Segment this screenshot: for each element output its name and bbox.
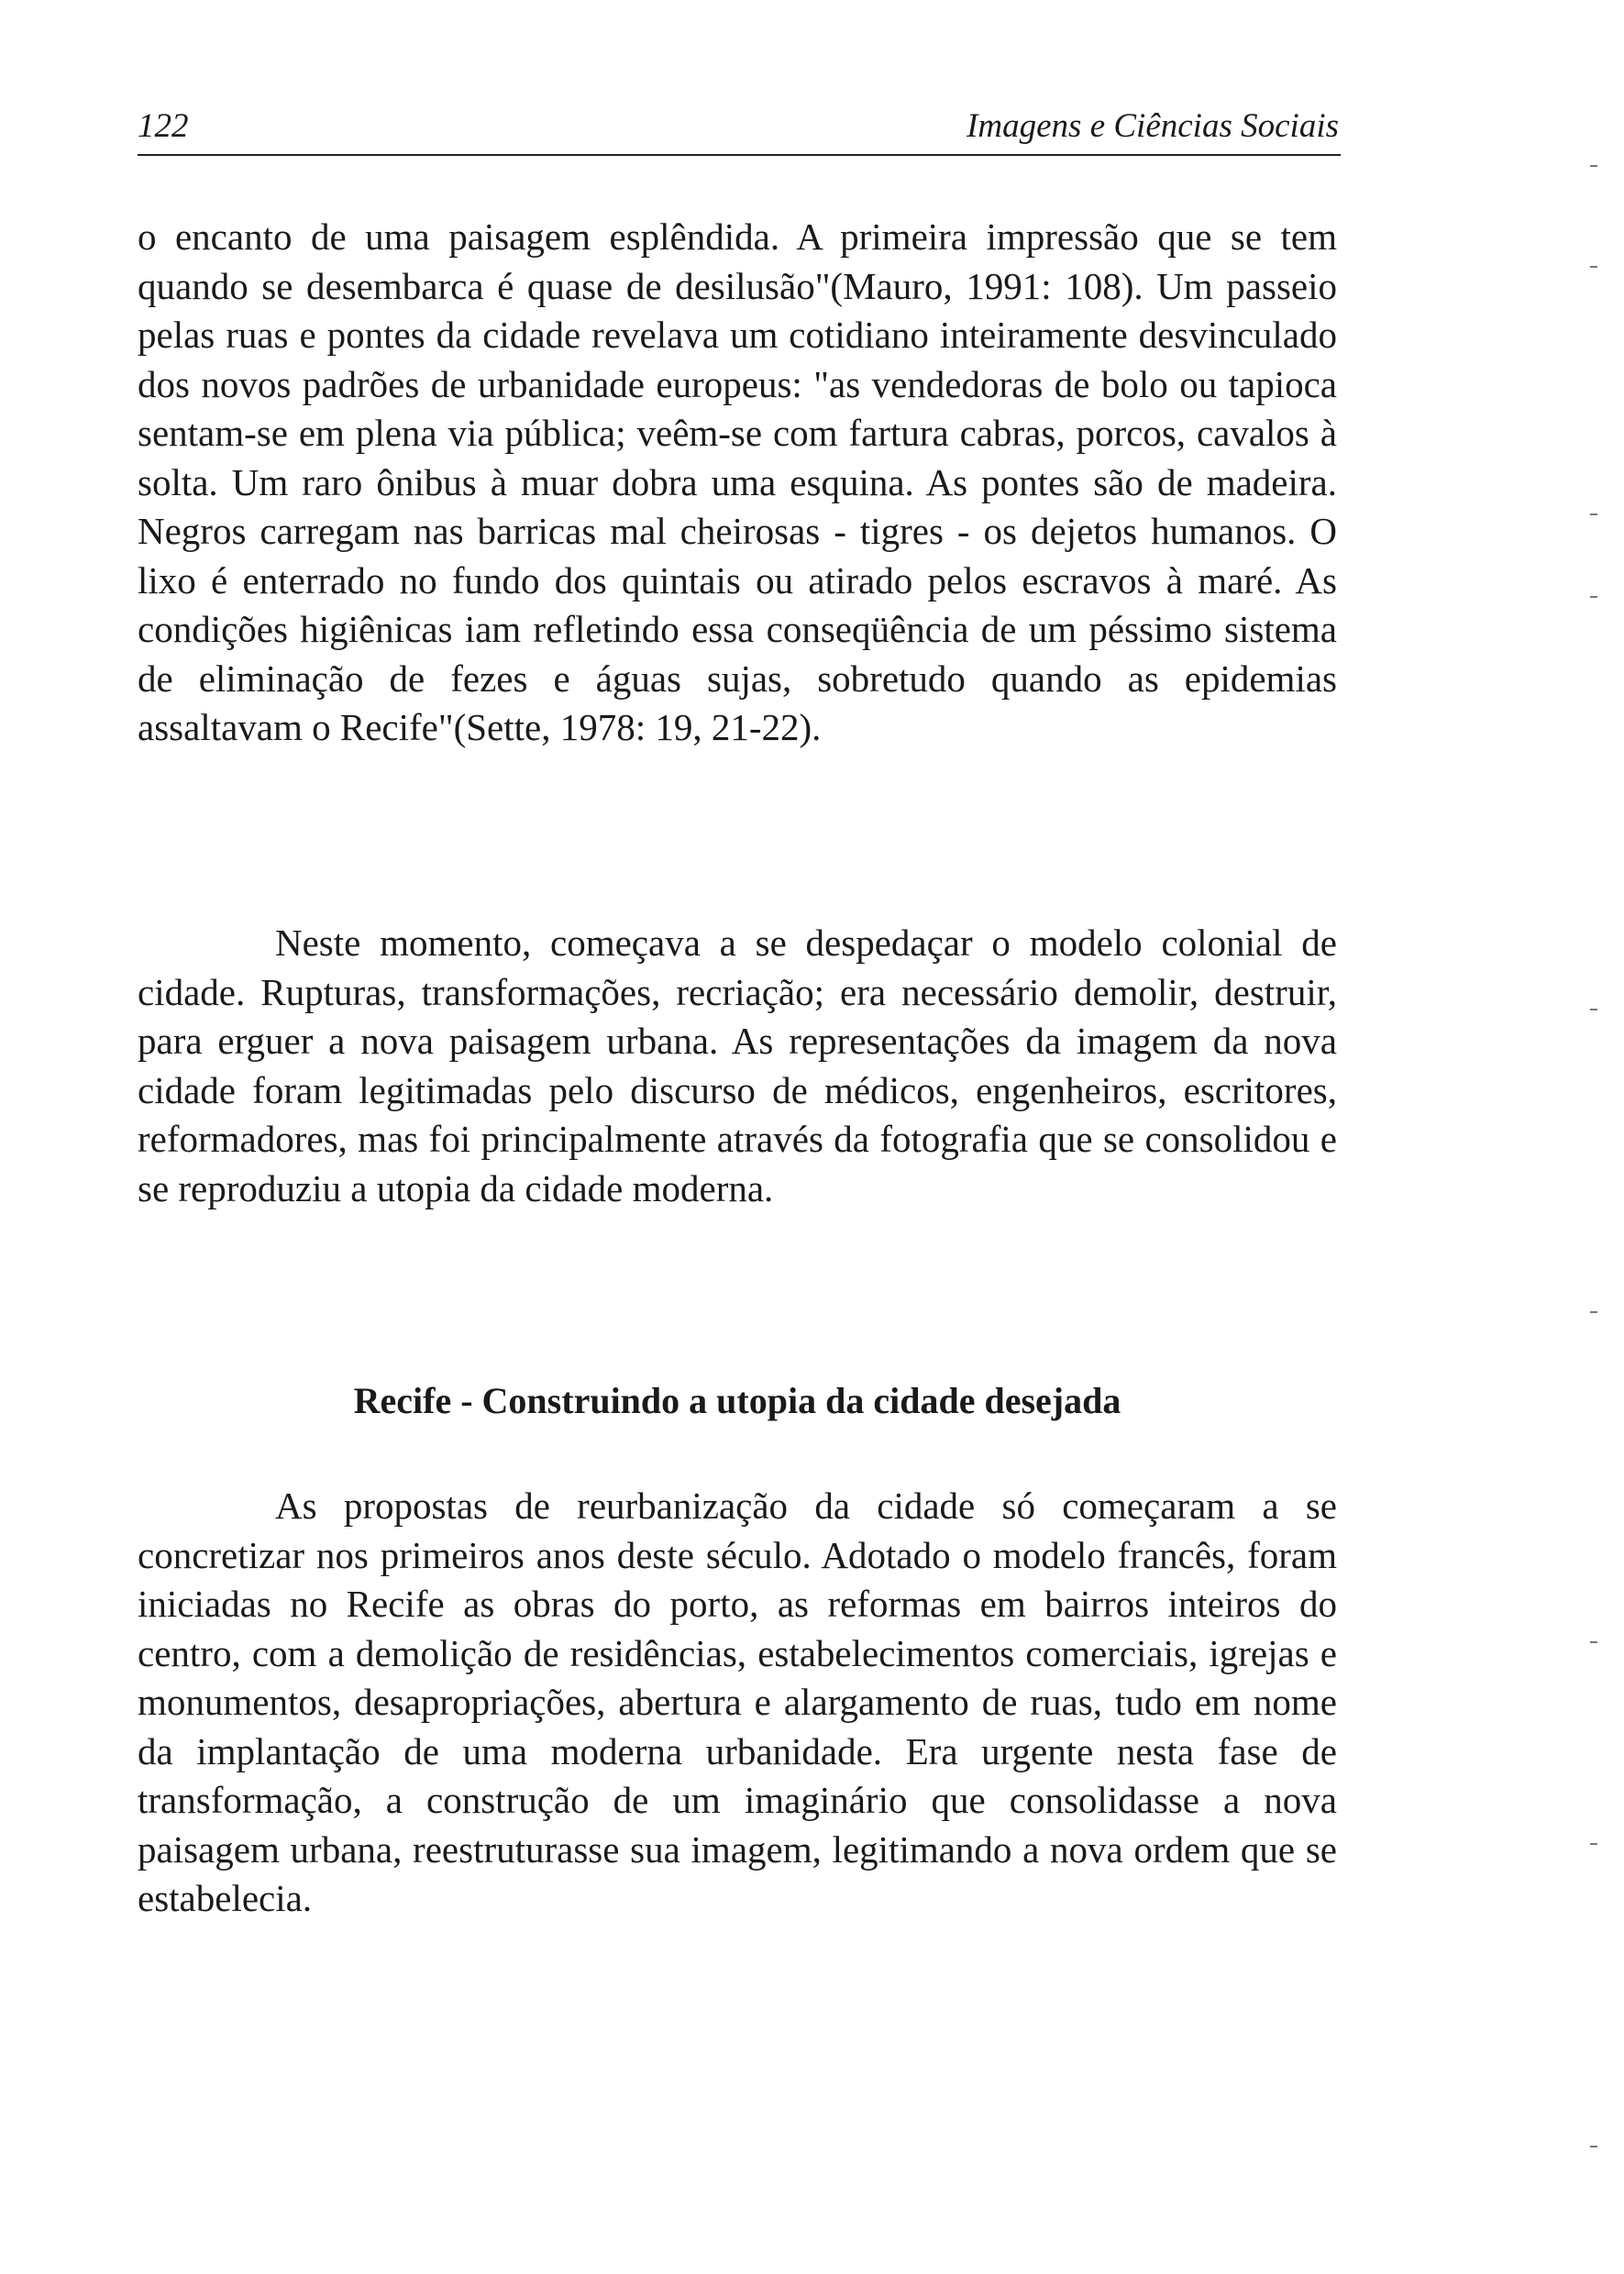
scan-mark: [1590, 2146, 1597, 2147]
scan-mark: [1590, 165, 1597, 167]
scan-mark: [1590, 1843, 1597, 1845]
scan-mark: [1590, 1641, 1597, 1643]
paragraph-colonial-model: Neste momento, começava a se despedaçar o modelo colonial de cidade. Rupturas, transformações, recriação; era necessário demolir, destruir, para erguer a nova paisagem urbana. As representações da imagem da nova cidade foram legitimadas pelo discurso de médicos, engenheiros, escritores, reformadores, mas foi principalmente através da fotografia que se consolidou e se reproduziu a utopia da cidade moderna.: [138, 922, 1337, 1209]
scan-mark: [1590, 513, 1597, 515]
paragraph-reurbanization: As propostas de reurbanização da cidade só começaram a se concretizar nos primeiros anos deste século. Adotado o modelo francês, foram iniciadas no Recife as obras do porto, as reformas em bairros inteiros do centro, com a demolição de residências, estabelecimentos comerciais, igrejas e monumentos, desapropriações, abertura e alargamento de ruas, tudo em nome da implantação de uma moderna urbanidade. Era urgente nesta fase de transformação, a construção de um imaginário que consolidasse a nova paisagem urbana, reestruturasse sua imagem, legitimando a nova ordem que se estabelecia.: [138, 1485, 1337, 1919]
paragraph-quote-continuation: o encanto de uma paisagem esplêndida. A primeira impressão que se tem quando se desembarca é quase de desilusão"(Mauro, 1991: 108). Um passeio pelas ruas e pontes da cidade revelava um cotidiano inteiramente desvinculado dos novos padrões de urbanidade europeus: "as vendedoras de bolo ou tapioca sentam-se em plena via pública; veêm-se com fartura cabras, porcos, cavalos à solta. Um raro ônibus à muar dobra uma esquina. As pontes são de madeira. Negros carregam nas barricas mal cheirosas - tigres - os dejetos humanos. O lixo é enterrado no fundo dos quintais ou atirado pelos escravos à maré. As condições higiênicas iam refletindo essa conseqüência de um péssimo sistema de eliminação de fezes e águas sujas, sobretudo quando as epidemias assaltavam o Recife"(Sette, 1978: 19, 21-22).: [138, 215, 1337, 748]
scan-mark: [1590, 596, 1597, 598]
running-title: Imagens e Ciências Sociais: [967, 107, 1339, 145]
scan-mark: [1590, 1311, 1597, 1313]
scan-mark: [1590, 266, 1597, 268]
section-heading: Recife - Construindo a utopia da cidade desejada: [353, 1380, 1121, 1421]
page-number: 122: [138, 107, 189, 145]
scan-mark: [1590, 1009, 1597, 1010]
running-header: [138, 103, 1341, 156]
